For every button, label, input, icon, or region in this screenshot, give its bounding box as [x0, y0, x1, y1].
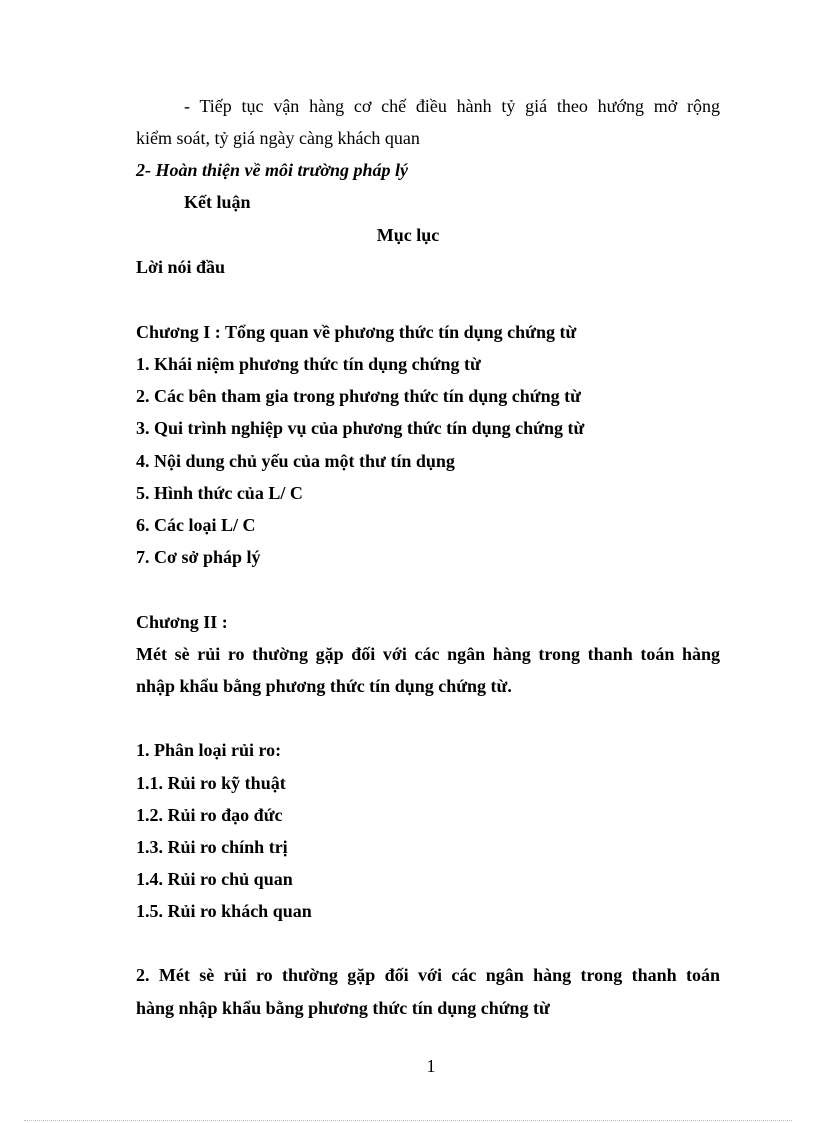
- section-1-item: 1.2. Rủi ro đạo đức: [136, 805, 283, 825]
- section-heading: 2- Hoàn thiện về môi trường pháp lý: [136, 160, 408, 180]
- chapter-1-item: 4. Nội dung chủ yếu của một thư tín dụng: [136, 451, 455, 471]
- section-1-item: 1.1. Rủi ro kỹ thuật: [136, 773, 286, 793]
- chapter-2-subtitle-line-1: Mét sè rủi ro thường gặp đối với các ngân hàng trong thanh toán hàng: [136, 644, 720, 664]
- page-bottom-divider: [24, 1120, 792, 1121]
- chapter-2-title: Chương II :: [136, 612, 228, 632]
- chapter-1-item: 1. Khái niệm phương thức tín dụng chứng từ: [136, 354, 481, 374]
- page-number: 1: [426, 1056, 436, 1076]
- section-1-title: 1. Phân loại rủi ro:: [136, 740, 282, 760]
- section-1-item: 1.3. Rủi ro chính trị: [136, 837, 288, 857]
- section-2-title-line-2: hàng nhập khẩu bằng phương thức tín dụng chứng từ: [136, 998, 550, 1018]
- chapter-1-item: 2. Các bên tham gia trong phương thức tín dụng chứng từ: [136, 386, 581, 406]
- chapter-1-item: 6. Các loại L/ C: [136, 515, 256, 535]
- conclusion-heading: Kết luận: [184, 192, 251, 212]
- section-2-title-line-1: 2. Mét sè rủi ro thường gặp đối với các ngân hàng trong thanh toán: [136, 965, 720, 985]
- section-1-item: 1.4. Rủi ro chủ quan: [136, 869, 293, 889]
- toc-title: Mục lục: [376, 225, 440, 245]
- chapter-1-item: 3. Qui trình nghiệp vụ của phương thức tín dụng chứng từ: [136, 418, 585, 438]
- section-1-item: 1.5. Rủi ro khách quan: [136, 901, 312, 921]
- chapter-1-item: 7. Cơ sở pháp lý: [136, 547, 261, 567]
- intro-line-1: - Tiếp tục vận hàng cơ chế điều hành tỷ giá theo hướng mở rộng: [184, 96, 720, 116]
- chapter-1-title: Chương I : Tổng quan về phương thức tín dụng chứng từ: [136, 322, 577, 342]
- chapter-1-item: 5. Hình thức của L/ C: [136, 483, 303, 503]
- intro-line-2: kiểm soát, tỷ giá ngày càng khách quan: [136, 128, 420, 148]
- chapter-2-subtitle-line-2: nhập khẩu bằng phương thức tín dụng chứng từ.: [136, 676, 512, 696]
- toc-preface: Lời nói đầu: [136, 257, 226, 277]
